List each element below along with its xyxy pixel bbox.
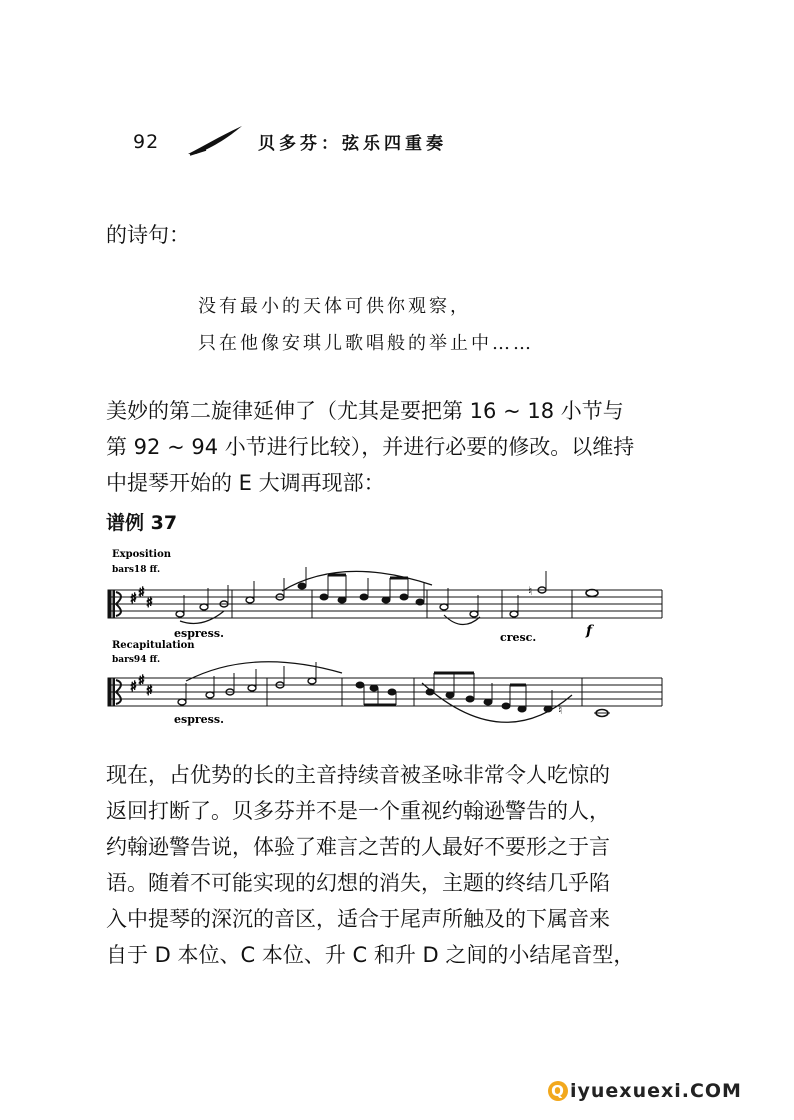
quill-icon [186,124,244,158]
paragraph-line: 语。随着不可能实现的幻想的消失，主题的终结几乎陷 [106,871,610,895]
paragraph-line: 现在，占优势的长的主音持续音被圣咏非常令人吃惊的 [106,763,610,787]
page-number: 92 [133,131,160,153]
paragraph-line: 中提琴开始的 E 大调再现部： [106,471,385,495]
book-title: 贝多芬：弦乐四重奏 [258,134,447,154]
staff-2-dynamic-1: espress. [174,713,224,726]
staff-1-dynamic-2: cresc. [500,631,537,644]
example-label: 谱例 37 [106,512,178,534]
staff-1-dynamic-3: f [586,623,593,639]
staff-2-notes [178,662,610,717]
staff-2-bars: bars94 ff. [112,655,161,665]
paragraph-line: 美妙的第二旋律延伸了（尤其是要把第 16 ~ 18 小节与 [106,399,624,423]
staff-1-notes [176,567,598,617]
paragraph-line: 约翰逊警告说，体验了难言之苦的人最好不要形之于言 [106,835,610,859]
svg-text:♯: ♯ [146,595,153,611]
svg-text:♮: ♮ [558,703,563,717]
svg-text:♯: ♯ [146,683,153,699]
staff-1-bars: bars18 ff. [112,565,161,575]
paragraph-line: 自于 D 本位、C 本位、升 C 和升 D 之间的小结尾音型， [106,943,635,967]
staff-1-section: Exposition [112,549,172,560]
intro-text: 的诗句： [106,223,190,247]
poem-line-2: 只在他像安琪儿歌唱般的举止中…… [198,333,534,354]
svg-text:♯: ♯ [138,673,145,689]
watermark [548,1080,742,1102]
watermark-logo-icon: Q [548,1081,568,1101]
paragraph-line: 返回打断了。贝多芬并不是一个重视约翰逊警告的人， [106,799,610,823]
music-score [102,545,672,730]
staff-1-dynamic-1: espress. [174,627,224,640]
staff-1 [108,590,662,618]
svg-text:♮: ♮ [528,584,533,598]
staff-2 [108,678,662,706]
watermark-text: iyuexuexi.COM [570,1080,742,1102]
paragraph-line: 第 92 ~ 94 小节进行比较），并进行必要的修改。以维持 [106,435,635,459]
staff-2-section: Recapitulation [112,640,195,651]
paragraph-line: 入中提琴的深沉的音区，适合于尾声所触及的下属音来 [106,907,610,931]
poem-line-1: 没有最小的天体可供你观察， [198,296,471,317]
svg-text:♯: ♯ [130,679,137,695]
svg-text:♯: ♯ [130,591,137,607]
svg-text:♯: ♯ [138,585,145,601]
